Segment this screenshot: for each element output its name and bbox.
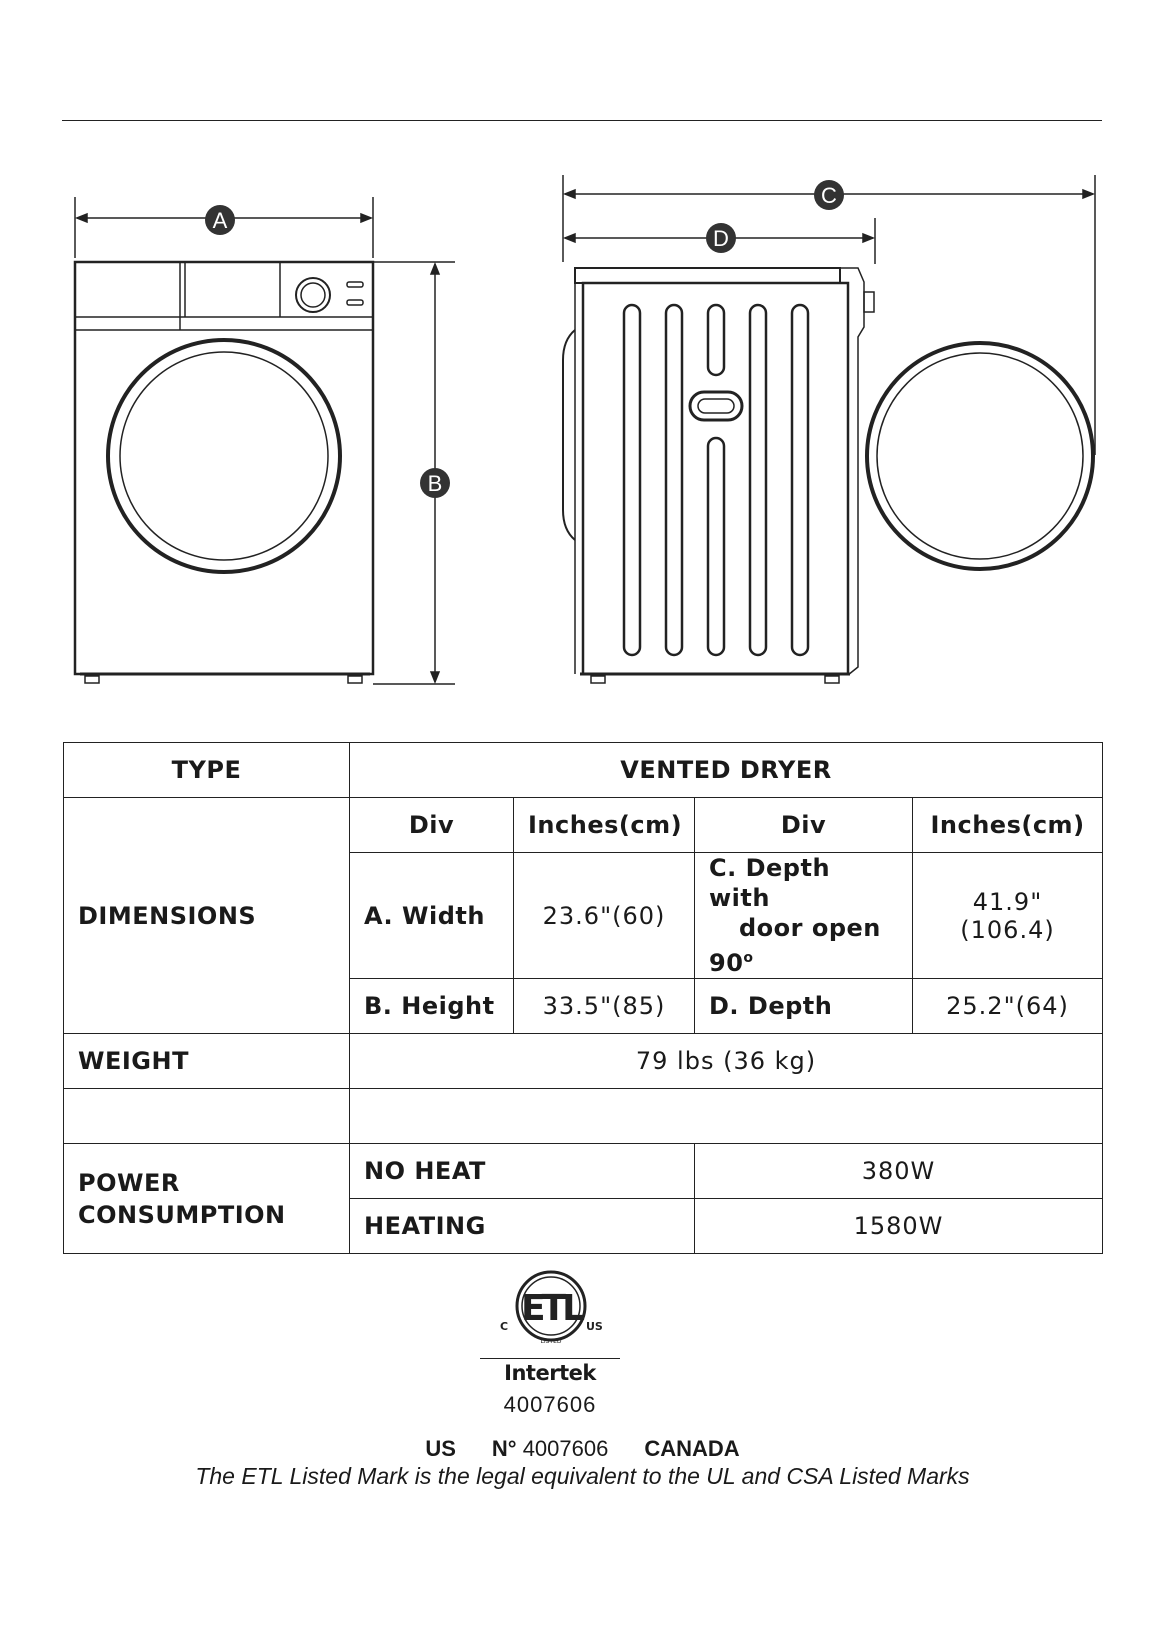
number-prefix: N° — [491, 1436, 517, 1461]
etl-listed-mark-icon — [496, 1268, 606, 1356]
degree-sign: o — [743, 950, 754, 966]
depth-value: 25.2"(64) — [913, 979, 1103, 1034]
power-label-line1: POWER — [78, 1168, 180, 1197]
depth-label: D. Depth — [695, 979, 913, 1034]
col-div-1: Div — [350, 798, 514, 853]
depth-open-label-line1: C. Depth with — [709, 854, 831, 912]
intertek-brand: Intertek — [480, 1358, 620, 1385]
col-div-2: Div — [695, 798, 913, 853]
heating-label: HEATING — [350, 1199, 695, 1254]
table-row — [64, 1144, 1103, 1199]
etl-listed: LISTED — [540, 1338, 562, 1345]
power-label-line2: CONSUMPTION — [78, 1200, 286, 1229]
table-row — [64, 1089, 1103, 1144]
label-d: D — [713, 226, 729, 251]
empty-value — [350, 1089, 1103, 1144]
specification-table — [63, 742, 1103, 1254]
no-heat-value: 380W — [695, 1144, 1103, 1199]
power-label — [64, 1144, 350, 1254]
table-row — [64, 798, 1103, 853]
etl-c: C — [500, 1320, 509, 1333]
us-label: US — [425, 1436, 456, 1461]
depth-open-value: 41.9"(106.4) — [913, 853, 1103, 979]
depth-open-label — [695, 853, 913, 979]
listing-line — [0, 1436, 1165, 1462]
width-value: 23.6"(60) — [514, 853, 695, 979]
table-row — [64, 743, 1103, 798]
label-b: B — [427, 471, 443, 496]
label-a: A — [212, 208, 228, 233]
heating-value: 1580W — [695, 1199, 1103, 1254]
no-heat-label: NO HEAT — [350, 1144, 695, 1199]
side-view — [563, 175, 1095, 683]
depth-open-label-line2: door open 90 — [709, 914, 881, 977]
height-value: 33.5"(85) — [514, 979, 695, 1034]
type-value: VENTED DRYER — [350, 743, 1103, 798]
height-label: B. Height — [350, 979, 514, 1034]
etl-us: US — [586, 1320, 603, 1333]
table-row — [64, 1034, 1103, 1089]
control-number: 4007606 — [503, 1392, 597, 1417]
empty-label — [64, 1089, 350, 1144]
col-unit-1: Inches(cm) — [514, 798, 695, 853]
type-label: TYPE — [64, 743, 350, 798]
label-c: C — [821, 183, 837, 208]
weight-label: WEIGHT — [64, 1034, 350, 1089]
listing-number: 4007606 — [522, 1436, 609, 1461]
dimensions-label: DIMENSIONS — [64, 798, 350, 1034]
dryer-dimension-drawing — [0, 0, 1165, 720]
etl-letters: ETL — [520, 1288, 582, 1329]
col-unit-2: Inches(cm) — [913, 798, 1103, 853]
width-label: A. Width — [350, 853, 514, 979]
weight-value: 79 lbs (36 kg) — [350, 1034, 1103, 1089]
legal-statement: The ETL Listed Mark is the legal equivalent to the UL and CSA Listed Marks — [195, 1463, 970, 1489]
canada-label: CANADA — [644, 1436, 740, 1461]
front-view — [75, 197, 455, 684]
